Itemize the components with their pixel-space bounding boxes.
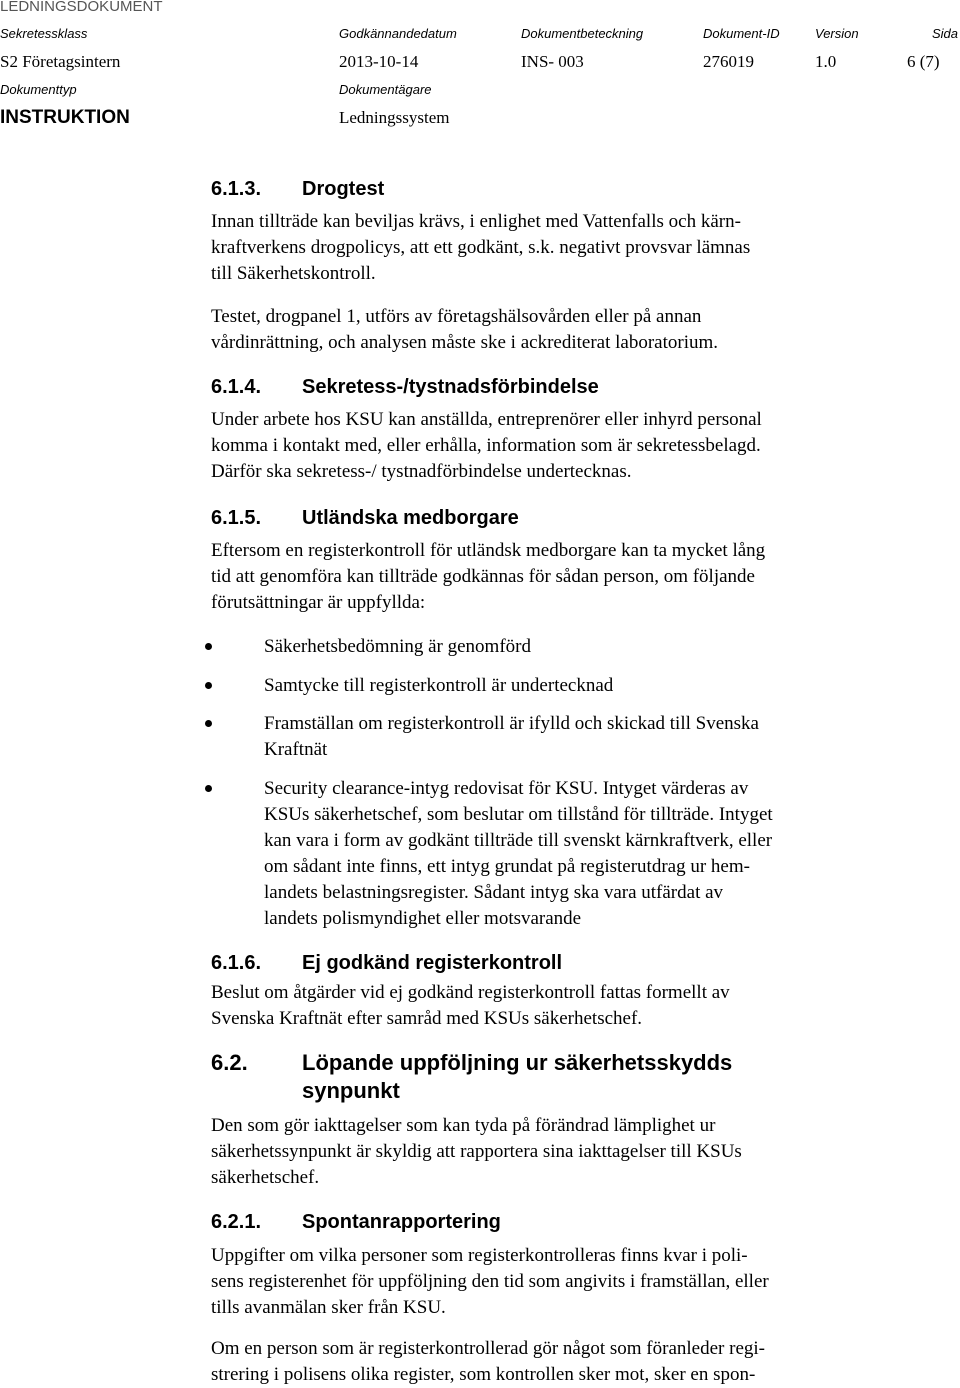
paragraph-drogtest-2 (211, 304, 876, 356)
text-line: Security clearance-intyg redovisat för KSU. Intyget värderas av (264, 778, 749, 799)
label-dokument-id: Dokument-ID (703, 26, 780, 41)
bullet-icon (205, 785, 212, 792)
text-line: tid att genomföra kan tillträde godkännas för sådan person, om följande (211, 566, 755, 587)
heading-number: 6.1.5. (211, 507, 262, 529)
list-item-text (264, 673, 874, 699)
text-line: Svenska Kraftnät efter samråd med KSUs säkerhetschef. (211, 1008, 643, 1029)
paragraph-lopande (211, 1113, 876, 1191)
text-line: Under arbete hos KSU kan anställda, entreprenörer eller inhyrd personal (211, 409, 762, 430)
heading-number: 6.1.4. (211, 376, 262, 398)
text-line: Beslut om åtgärder vid ej godkänd registerkontroll fattas formellt av (211, 982, 730, 1003)
heading-title: Ej godkänd registerkontroll (302, 952, 563, 974)
text-line: sens registerenhet för uppföljning den tid som angivits i framställan, eller (211, 1271, 769, 1292)
text-line: Säkerhetsbedömning är genomförd (264, 636, 531, 657)
label-godkannandedatum: Godkännandedatum (339, 26, 457, 41)
label-dokumenttyp: Dokumenttyp (0, 82, 77, 97)
text-line: vårdinrättning, och analysen måste ske i ackrediterat laboratorium. (211, 332, 719, 353)
label-sekretessklass: Sekretessklass (0, 26, 88, 41)
text-line: Eftersom en registerkontroll för utländsk medborgare kan ta mycket lång (211, 540, 766, 561)
heading-title: Sekretess-/tystnadsförbindelse (302, 376, 599, 398)
paragraph-sekretess (211, 407, 876, 485)
text-line: strering i polisens olika register, som kontrollen sker mot, sker en spon- (211, 1364, 756, 1385)
text-line: Testet, drogpanel 1, utförs av företagshälsovården eller på annan (211, 306, 702, 327)
list-item-text (264, 776, 874, 932)
value-dokumenttyp: INSTRUKTION (0, 107, 130, 128)
list-item-text (264, 634, 874, 660)
heading-title: Spontanrapportering (302, 1211, 501, 1233)
text-line: synpunkt (302, 1078, 400, 1103)
text-line: till Säkerhetskontroll. (211, 263, 376, 284)
text-line: Samtycke till registerkontroll är undertecknad (264, 675, 614, 696)
value-sekretessklass: S2 Företagsintern (0, 52, 121, 71)
value-dokument-id: 276019 (703, 52, 754, 71)
text-line: Den som gör iakttagelser som kan tyda på förändrad lämplighet ur (211, 1115, 716, 1136)
value-dokumentbeteckning: INS- 003 (521, 52, 584, 71)
text-line: om sådant inte finns, ett intyg grundat på registerutdrag ur hem- (264, 856, 750, 877)
value-dokumentagare: Ledningssystem (339, 108, 450, 127)
bullet-icon (205, 682, 212, 689)
text-line: Kraftnät (264, 739, 328, 760)
list-item-text (264, 711, 874, 763)
paragraph-ej-godkand (211, 980, 876, 1032)
document-category: LEDNINGSDOKUMENT (0, 0, 163, 15)
text-line: Löpande uppföljning ur säkerhetsskydds (302, 1050, 733, 1075)
heading-number: 6.2. (211, 1050, 248, 1075)
label-dokumentagare: Dokumentägare (339, 82, 432, 97)
text-line: kan vara i form av godkänt tillträde till svenskt kärnkraftverk, eller (264, 830, 773, 851)
paragraph-utlandska (211, 538, 876, 616)
text-line: landets belastningsregister. Sådant intyg ska vara utfärdat av (264, 882, 724, 903)
text-line: KSUs säkerhetschef, som beslutar om tillstånd för tillträde. Intyget (264, 804, 773, 825)
value-godkannandedatum: 2013-10-14 (339, 52, 419, 71)
heading-title (302, 1049, 862, 1105)
label-dokumentbeteckning: Dokumentbeteckning (521, 26, 644, 41)
heading-number: 6.1.6. (211, 952, 262, 974)
text-line: säkerhetssynpunkt är skyldig att rapportera sina iakttagelser till KSUs (211, 1141, 742, 1162)
heading-title: Utländska medborgare (302, 507, 519, 529)
bullet-icon (205, 720, 212, 727)
text-line: Innan tillträde kan beviljas krävs, i enlighet med Vattenfalls och kärn- (211, 211, 741, 232)
text-line: Om en person som är registerkontrollerad gör något som föranleder regi- (211, 1338, 765, 1359)
heading-title: Drogtest (302, 178, 385, 200)
heading-number: 6.2.1. (211, 1211, 262, 1233)
text-line: tills avanmälan sker från KSU. (211, 1297, 446, 1318)
text-line: Därför ska sekretess-/ tystnadförbindelse undertecknas. (211, 461, 632, 482)
text-line: Framställan om registerkontroll är ifylld och skickad till Svenska (264, 713, 759, 734)
label-sida: Sida (932, 26, 959, 41)
value-version: 1.0 (815, 52, 837, 71)
text-line: komma i kontakt med, eller erhålla, information som är sekretessbelagd. (211, 435, 761, 456)
text-line: landets polismyndighet eller motsvarande (264, 908, 582, 929)
text-line: förutsättningar är uppfyllda: (211, 592, 426, 613)
value-sida: 6 (7) (907, 52, 940, 71)
paragraph-spontan-2 (211, 1336, 876, 1388)
paragraph-spontan-1 (211, 1243, 876, 1321)
text-line: säkerhetschef. (211, 1167, 320, 1188)
text-line: Uppgifter om vilka personer som registerkontrolleras finns kvar i poli- (211, 1245, 748, 1266)
text-line: kraftverkens drogpolicys, att ett godkänt, s.k. negativt provsvar lämnas (211, 237, 751, 258)
bullet-icon (205, 643, 212, 650)
label-version: Version (815, 26, 859, 41)
paragraph-drogtest-1 (211, 209, 876, 287)
heading-number: 6.1.3. (211, 178, 262, 200)
